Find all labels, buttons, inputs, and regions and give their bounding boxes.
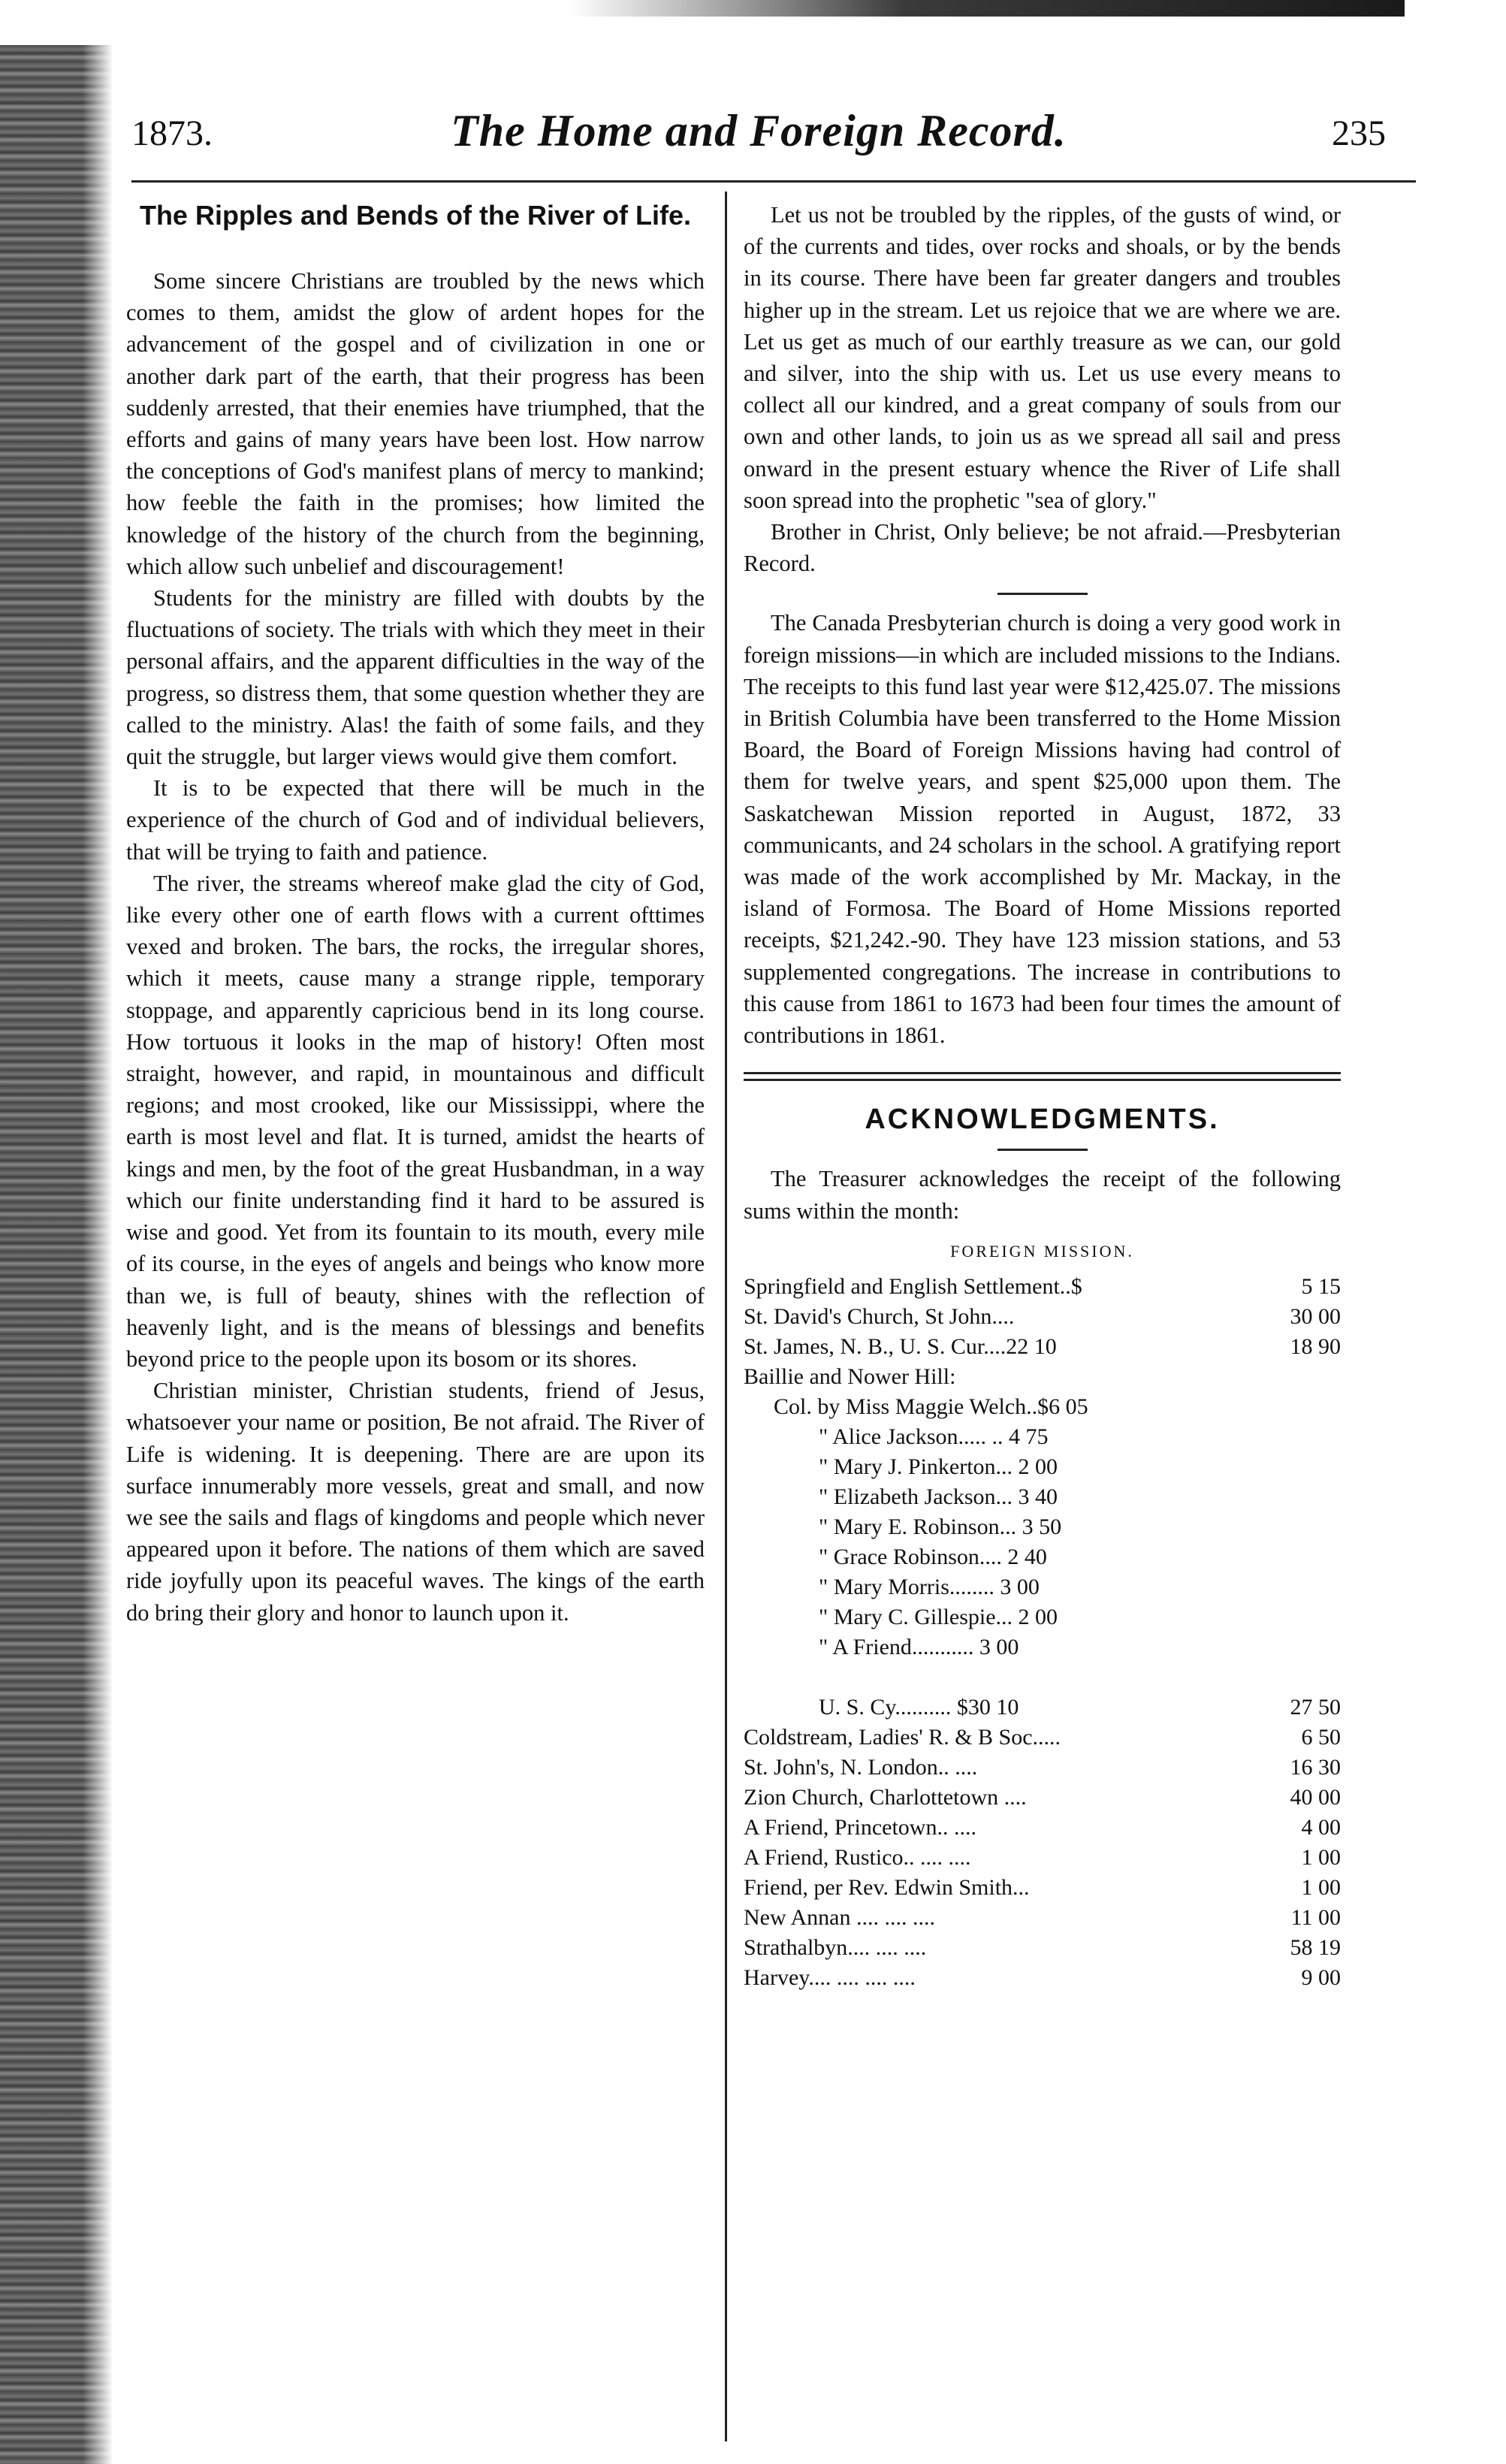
table-row — [744, 1963, 1341, 1993]
donor-name: " Mary J. Pinkerton... 2 00 — [819, 1454, 1058, 1480]
article-paragraph: Students for the ministry are filled with doubts by the fluctuations of society. The trials with which they meet in their personal affairs, and the apparent difficulties in the way of the progress, so distress them, that some question whether they are called to the ministry. Alas! the faith of some fails, and they quit the struggle, but larger views would give them comfort. — [126, 585, 705, 770]
news-paragraph: The Canada Presbyterian church is doing a very good work in foreign missions—in which are included missions to the Indians. The receipts to this fund last year were $12,425.07. The missions in British Columbia have been transferred to the Home Mission Board, the Board of Foreign Missions having had control of them for twelve years, and spent $25,000 upon them. The Saskatchewan Mission reported in August, 1872, 33 communicants, and 24 scholars in the school. A gratifying report was made of the work accomplished by Mr. Mackay, in the island of Formosa. The Board of Home Missions reported receipts, $21,242.-90. They have 123 mission stations, and 53 supplemented congregations. The increase in contributions to this cause from 1861 to 1673 had been four times the amount of contributions in 1861. — [744, 610, 1341, 1049]
donation-amount — [1273, 1572, 1341, 1602]
table-spacer — [744, 1662, 1341, 1692]
donor-name: " Grace Robinson.... 2 40 — [819, 1545, 1047, 1570]
donation-amount: 16 30 — [1290, 1755, 1341, 1780]
donation-amount — [1273, 1542, 1341, 1572]
right-column — [744, 199, 1341, 1993]
donation-amount: 5 15 — [1301, 1274, 1341, 1300]
donor-name: Zion Church, Charlottetown .... — [744, 1785, 1027, 1810]
donation-amount: 27 50 — [1290, 1695, 1341, 1720]
donor-name: Friend, per Rev. Edwin Smith... — [744, 1875, 1030, 1901]
left-column — [126, 199, 705, 1629]
article-paragraph: Christian minister, Christian students, friend of Jesus, whatsoever your name or position, Be not afraid. The River of Life is widening. It is deepening. There are are upon its surface innumerably more vessels, great and small, and now we see the sails and flags of kingdoms and people which never appeared upon it before. The nations of them which are saved ride joyfully upon its peaceful waves. The kings of the earth do bring their glory and honor to launch upon it. — [126, 1378, 705, 1626]
donation-amount: 9 00 — [1301, 1965, 1341, 1991]
donation-amount — [1273, 1452, 1341, 1482]
table-row — [744, 1783, 1341, 1813]
donor-name: St. John's, N. London.. .... — [744, 1755, 978, 1780]
book-binding-edge — [0, 45, 113, 2464]
donor-name: Springfield and English Settlement..$ — [744, 1274, 1082, 1300]
donor-name: Strathalbyn.... .... .... — [744, 1935, 927, 1961]
donor-name: A Friend, Rustico.. .... .... — [744, 1845, 971, 1871]
donation-amount: 58 19 — [1290, 1935, 1341, 1961]
table-row — [744, 1602, 1341, 1632]
table-row — [744, 1813, 1341, 1843]
donor-name: Harvey.... .... .... .... — [744, 1965, 916, 1991]
header-year: 1873. — [131, 113, 213, 153]
short-divider — [997, 1149, 1088, 1151]
table-row — [744, 1572, 1341, 1602]
acknowledgments-intro: The Treasurer acknowledges the receipt of the following sums within the month: — [744, 1166, 1341, 1224]
article-paragraph: Let us not be troubled by the ripples, of the gusts of wind, or of the currents and tides, over rocks and shoals, or by the bends in its course. There have been far greater dangers and troubles higher up in the stream. Let us rejoice that we are where we are. Let us get as much of our earthly treasure as we can, our gold and silver, into the ship with us. Let us use every means to collect all our kindred, and a great company of souls from our own and other lands, to join us as we spread all sail and press onward in the present estuary whence the River of Life shall soon spread into the prophetic "sea of glory." — [744, 202, 1341, 513]
donation-amount — [1273, 1632, 1341, 1662]
table-row — [744, 1723, 1341, 1753]
short-divider — [997, 593, 1088, 595]
page-header — [131, 105, 1386, 173]
table-row — [744, 1753, 1341, 1783]
donor-name: A Friend, Princetown.. .... — [744, 1815, 976, 1840]
table-row — [744, 1542, 1341, 1572]
donation-amount: 11 00 — [1290, 1905, 1341, 1931]
donor-name: Col. by Miss Maggie Welch..$6 05 — [774, 1394, 1088, 1420]
donor-name: " Mary C. Gillespie... 2 00 — [819, 1605, 1058, 1630]
table-row — [744, 1632, 1341, 1662]
table-row — [744, 1302, 1341, 1332]
acknowledgments-title: ACKNOWLEDGMENTS. — [865, 1104, 1220, 1136]
table-row — [744, 1272, 1341, 1302]
donation-amount: 6 50 — [1301, 1725, 1341, 1750]
article-signoff: Brother in Christ, Only believe; be not afraid.—Presbyterian Record. — [744, 519, 1341, 577]
table-row — [744, 1392, 1341, 1422]
donation-amount — [1273, 1422, 1341, 1452]
table-row — [744, 1843, 1341, 1873]
header-rule — [131, 180, 1416, 183]
donation-amount: 18 90 — [1290, 1334, 1341, 1360]
table-row — [744, 1452, 1341, 1482]
donor-name: " Alice Jackson..... .. 4 75 — [819, 1424, 1049, 1450]
table-row — [744, 1903, 1341, 1933]
article-paragraph: The river, the streams whereof make glad the city of God, like every other one of earth flows with a current ofttimes vexed and broken. The bars, the rocks, the irregular shores, which it meets, cause many a strange ripple, temporary stoppage, and apparently capricious bend in its long course. How tortuous it looks in the map of history! Often most straight, however, and rapid, in mountainous and difficult regions; and most crooked, like our Mississippi, where the earth is most level and flat. It is turned, amidst the hearts of kings and men, by the foot of the great Husbandman, in a way which our finite understanding find it hard to be assured is wise and good. Yet from its fountain to its mouth, every mile of its course, in the eyes of angels and beings who know more than we, is full of beauty, shines with the reflection of heavenly light, and is the means of blessings and benefits beyond price to the people upon its bosom or its shores. — [126, 870, 705, 1372]
table-row — [744, 1362, 1341, 1392]
double-divider — [744, 1072, 1341, 1081]
donation-amount — [1273, 1602, 1341, 1632]
donation-amount: 1 00 — [1301, 1875, 1341, 1901]
scan-top-edge — [571, 0, 1405, 17]
donor-name: " Mary E. Robinson... 3 50 — [819, 1514, 1062, 1540]
donation-amount: 4 00 — [1301, 1815, 1341, 1840]
donor-name: U. S. Cy.......... $30 10 — [819, 1695, 1019, 1720]
table-row — [744, 1692, 1341, 1723]
donor-name: Coldstream, Ladies' R. & B Soc..... — [744, 1725, 1061, 1750]
donation-amount — [1273, 1482, 1341, 1512]
acknowledgments-table — [744, 1272, 1341, 1993]
section-heading: FOREIGN MISSION. — [950, 1241, 1134, 1261]
donor-name: " A Friend........... 3 00 — [819, 1635, 1019, 1660]
column-divider — [725, 192, 727, 2441]
donor-name: Baillie and Nower Hill: — [744, 1364, 956, 1390]
table-row — [744, 1933, 1341, 1963]
table-row — [744, 1873, 1341, 1903]
donor-name: St. James, N. B., U. S. Cur....22 10 — [744, 1334, 1057, 1360]
table-row — [744, 1422, 1341, 1452]
donation-amount — [1273, 1392, 1341, 1422]
donation-amount: 40 00 — [1290, 1785, 1341, 1810]
header-title: The Home and Foreign Record. — [451, 106, 1067, 156]
donation-amount: 1 00 — [1301, 1845, 1341, 1871]
donation-amount — [1273, 1362, 1341, 1392]
article-title: The Ripples and Bends of the River of Life. — [139, 200, 692, 231]
donation-amount: 30 00 — [1290, 1304, 1341, 1330]
article-paragraph: Some sincere Christians are troubled by the news which comes to them, amidst the glow of ardent hopes for the advancement of the gospel and of civilization in one or another dark part of the earth, that their progress has been suddenly arrested, that their enemies have triumphed, that the efforts and gains of many years have been lost. How narrow the conceptions of God's manifest plans of mercy to mankind; how feeble the faith in the promises; how limited the knowledge of the history of the church from the beginning, which allow such unbelief and discouragement! — [126, 268, 705, 579]
donation-amount — [1273, 1512, 1341, 1542]
donor-name: " Elizabeth Jackson... 3 40 — [819, 1484, 1058, 1510]
table-row — [744, 1482, 1341, 1512]
page-number: 235 — [1332, 113, 1386, 153]
donor-name: New Annan .... .... .... — [744, 1905, 935, 1931]
table-row — [744, 1512, 1341, 1542]
donor-name: St. David's Church, St John.... — [744, 1304, 1015, 1330]
table-row — [744, 1332, 1341, 1362]
donor-name: " Mary Morris........ 3 00 — [819, 1575, 1040, 1600]
article-paragraph: It is to be expected that there will be much in the experience of the church of God and of individual believers, that will be trying to faith and patience. — [126, 775, 705, 865]
